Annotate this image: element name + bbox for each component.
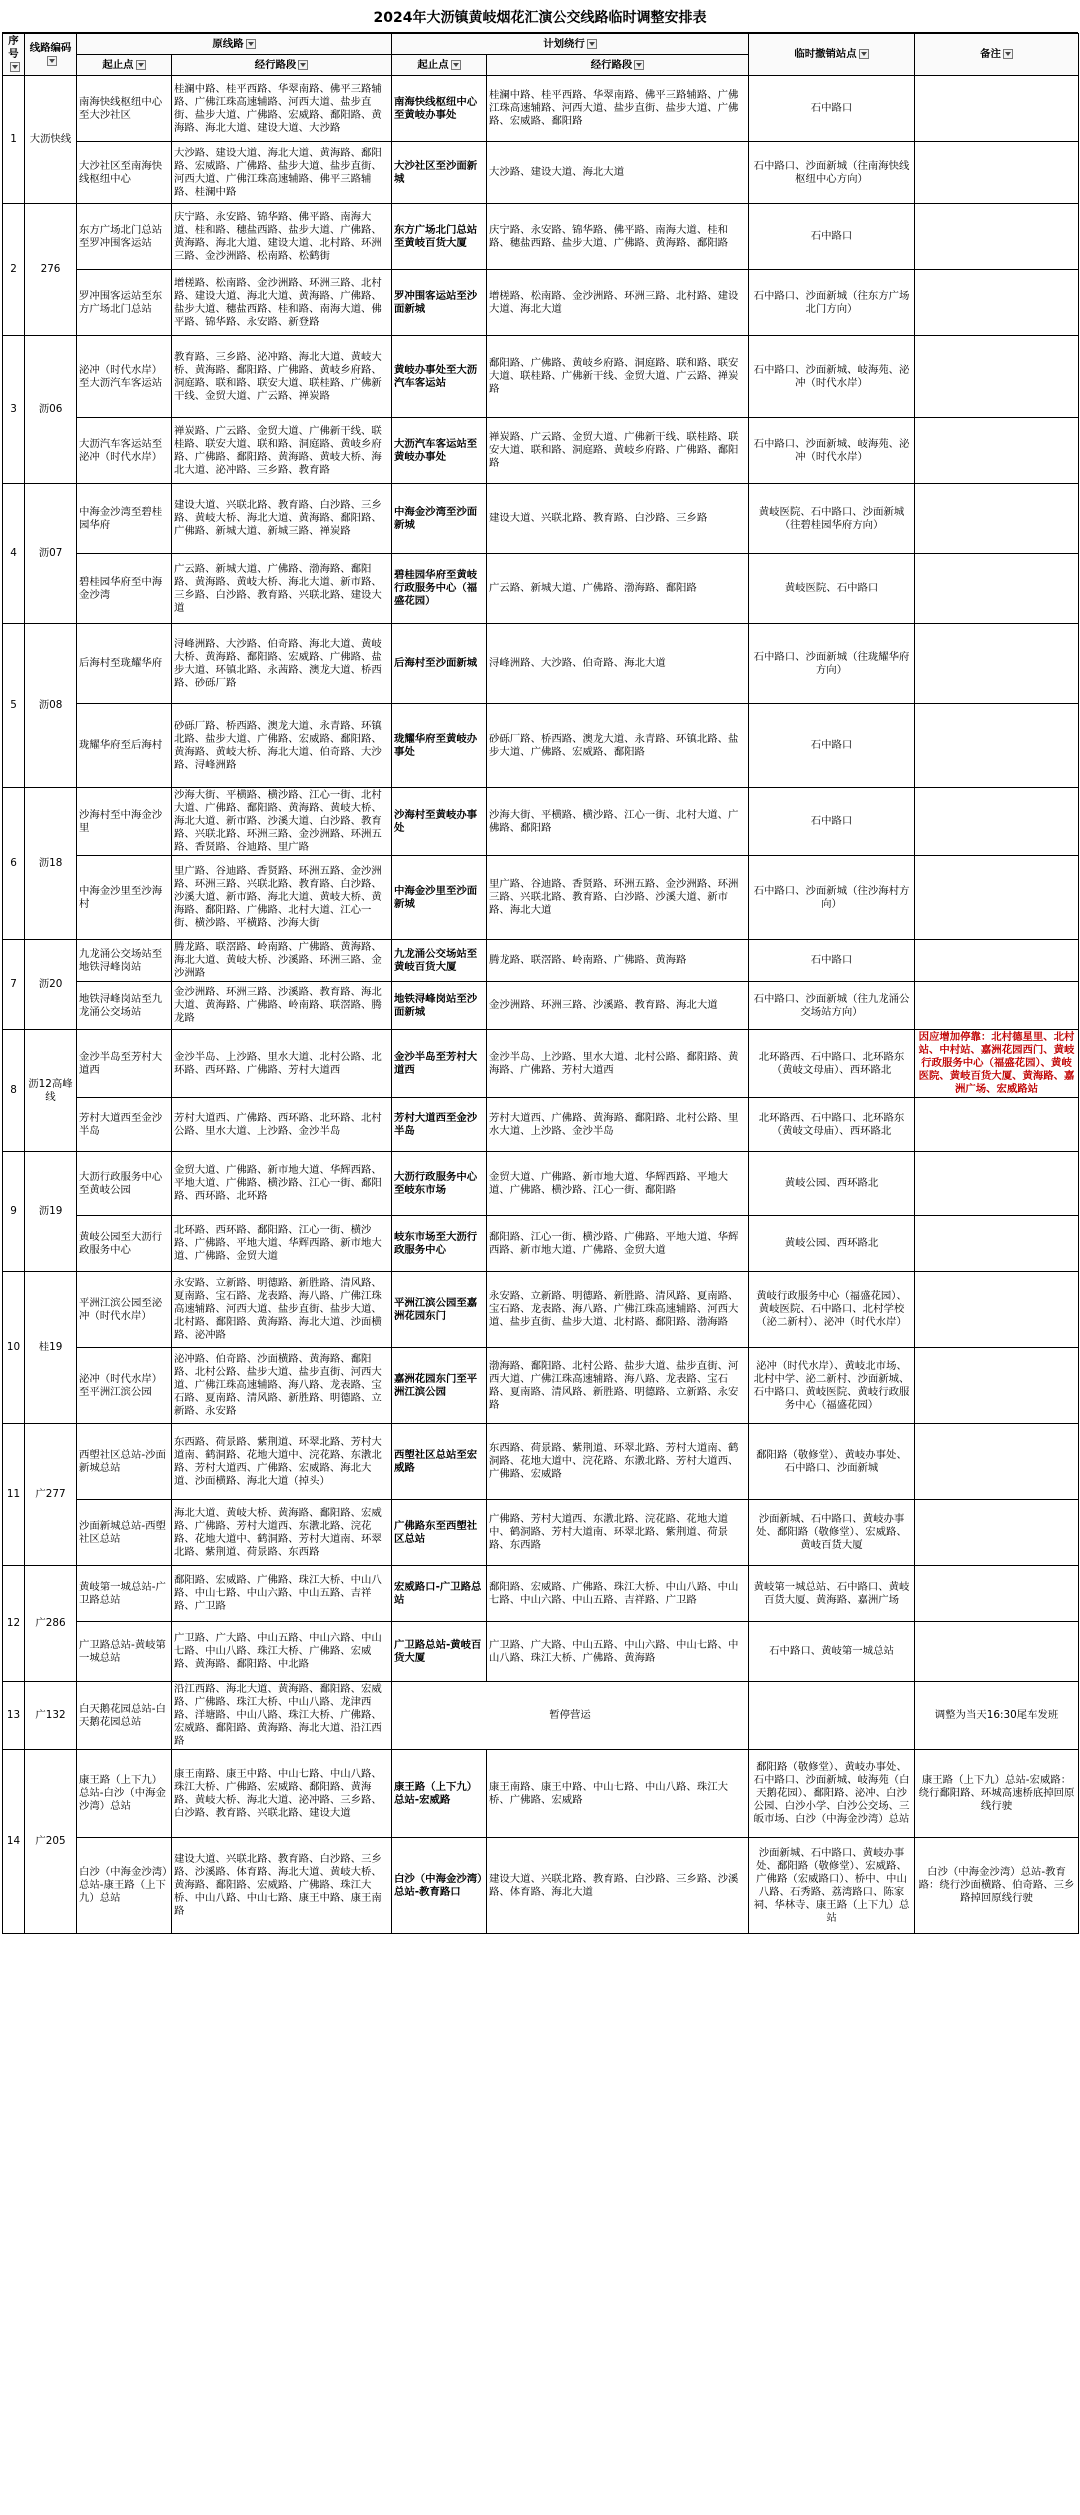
- temp-stop-cell: 鄱阳路（敬修堂）、黄岐办事处、石中路口、沙面新城、岐海苑（白天鹅花园）、鄱阳路、泌冲、白沙公园、白沙小学、白沙公交场、三皈市场、白沙（中海金沙湾）总站: [749, 1750, 915, 1838]
- filter-dropdown-icon[interactable]: [634, 60, 644, 70]
- filter-dropdown-icon[interactable]: [10, 62, 20, 72]
- remark-cell: [915, 418, 1079, 484]
- remark-cell: 调整为当天16:30尾车发班: [915, 1682, 1079, 1750]
- temp-stop-cell: 石中路口、沙面新城（往珑耀华府方向）: [749, 624, 915, 704]
- original-start-end-cell: 黄岐第一城总站-广卫路总站: [77, 1566, 172, 1622]
- remark-cell: [915, 336, 1079, 418]
- original-start-end-cell: 泌冲（时代水岸）至平洲江滨公园: [77, 1348, 172, 1424]
- header-temp-stop: 临时撤销站点: [749, 34, 915, 76]
- seq-cell: 11: [3, 1424, 25, 1566]
- header-original-start-end: 起止点: [77, 55, 172, 76]
- original-start-end-cell: 大沥汽车客运站至泌冲（时代水岸）: [77, 418, 172, 484]
- table-row: [3, 1750, 1079, 1838]
- original-route-cell: 大沙路、建设大道、海北大道、黄海路、鄱阳路、宏威路、广佛路、盐步大道、盐步直街、河西大道、广佛江珠高速辅路、佛平三路辅路、桂澜中路: [172, 142, 392, 204]
- filter-dropdown-icon[interactable]: [859, 49, 869, 59]
- planned-route-cell: 鄱阳路、广佛路、黄岐乡府路、洞庭路、联和路、联安大道、联桂路、广佛新干线、金贸大道、广云路、禅炭路: [487, 336, 749, 418]
- remark-cell: [915, 554, 1079, 624]
- table-row: [3, 624, 1079, 704]
- remark-cell: [915, 1500, 1079, 1566]
- planned-route-cell: 浔峰洲路、大沙路、伯奇路、海北大道: [487, 624, 749, 704]
- temp-stop-cell: 黄岐行政服务中心（福盛花园）、黄岐医院、石中路口、北村学校（泌二新村）、泌冲（时代水岸）: [749, 1272, 915, 1348]
- planned-start-end-cell: 平洲江滨公园至嘉洲花园东门: [392, 1272, 487, 1348]
- line-code-cell: 大沥快线: [25, 76, 77, 204]
- seq-cell: 14: [3, 1750, 25, 1934]
- seq-cell: 3: [3, 336, 25, 484]
- remark-cell: [915, 1566, 1079, 1622]
- planned-start-end-cell: 沙海村至黄岐办事处: [392, 788, 487, 856]
- remark-cell: [915, 1272, 1079, 1348]
- original-start-end-cell: 金沙半岛至芳村大道西: [77, 1030, 172, 1098]
- header-planned-start-end: 起止点: [392, 55, 487, 76]
- remark-cell: [915, 940, 1079, 982]
- planned-start-end-cell: 大沥汽车客运站至黄岐办事处: [392, 418, 487, 484]
- planned-route-cell: 金沙半岛、上沙路、里水大道、北村公路、鄱阳路、黄海路、广佛路、芳村大道西: [487, 1030, 749, 1098]
- planned-start-end-cell: 白沙（中海金沙湾）总站-教育路口: [392, 1838, 487, 1934]
- header-remark: 备注: [915, 34, 1079, 76]
- table-row: [3, 1500, 1079, 1566]
- original-start-end-cell: 碧桂园华府至中海金沙湾: [77, 554, 172, 624]
- planned-start-end-cell: 后海村至沙面新城: [392, 624, 487, 704]
- table-row: [3, 856, 1079, 940]
- remark-cell: 因应增加停靠：北村德星里、北村站、中村站、嘉洲花园西门、黄岐行政服务中心（福盛花园）、黄岐医院、黄岐百货大厦、黄海路、嘉洲广场、宏威路站: [915, 1030, 1079, 1098]
- planned-route-cell: 鄱阳路、江心一街、横沙路、广佛路、平地大道、华辉西路、新市地大道、广佛路、金贸大道: [487, 1216, 749, 1272]
- line-code-cell: 沥07: [25, 484, 77, 624]
- planned-start-end-cell: 嘉洲花园东门至平洲江滨公园: [392, 1348, 487, 1424]
- planned-route-cell: 禅炭路、广云路、金贸大道、广佛新干线、联桂路、联安大道、联和路、洞庭路、黄岐乡府路、广佛路、鄱阳路: [487, 418, 749, 484]
- planned-route-cell: 增槎路、松南路、金沙洲路、环洲三路、北村路、建设大道、海北大道: [487, 270, 749, 336]
- line-code-cell: 沥08: [25, 624, 77, 788]
- planned-route-cell: 桂澜中路、桂平西路、华翠南路、佛平三路辅路、广佛江珠高速辅路、河西大道、盐步直街、盐步大道、广佛路、宏威路、鄱阳路: [487, 76, 749, 142]
- table-row: [3, 1348, 1079, 1424]
- original-route-cell: 桂澜中路、桂平西路、华翠南路、佛平三路辅路、广佛江珠高速辅路、河西大道、盐步直街、盐步大道、广佛路、宏威路、鄱阳路、黄海路、海北大道、建设大道、大沙路: [172, 76, 392, 142]
- original-start-end-cell: 黄岐公园至大沥行政服务中心: [77, 1216, 172, 1272]
- original-route-cell: 芳村大道西、广佛路、西环路、北环路、北村公路、里水大道、上沙路、金沙半岛: [172, 1098, 392, 1152]
- original-start-end-cell: 白沙（中海金沙湾）总站-康王路（上下九）总站: [77, 1838, 172, 1934]
- original-start-end-cell: 后海村至珑耀华府: [77, 624, 172, 704]
- line-code-cell: 沥12高峰线: [25, 1030, 77, 1152]
- original-route-cell: 里广路、谷迪路、香贤路、环洲五路、金沙洲路、环洲三路、兴联北路、教育路、白沙路、沙溪大道、新市路、海北大道、黄岐大桥、黄海路、鄱阳路、广佛路、北村大道、江心一街、横沙路、平横路、沙海大街: [172, 856, 392, 940]
- seq-cell: 7: [3, 940, 25, 1030]
- temp-stop-cell: 石中路口、沙面新城、岐海苑、泌冲（时代水岸）: [749, 418, 915, 484]
- temp-stop-cell: 石中路口、黄岐第一城总站: [749, 1622, 915, 1682]
- planned-start-end-cell: 中海金沙湾至沙面新城: [392, 484, 487, 554]
- original-route-cell: 金贸大道、广佛路、新市地大道、华辉西路、平地大道、广佛路、横沙路、江心一街、鄱阳路、西环路、北环路: [172, 1152, 392, 1216]
- table-row: [3, 554, 1079, 624]
- remark-cell: [915, 142, 1079, 204]
- remark-cell: 康王路（上下九）总站-宏威路：绕行鄱阳路、环城高速桥底掉回原线行驶: [915, 1750, 1079, 1838]
- line-code-cell: 广205: [25, 1750, 77, 1934]
- planned-route-cell: 建设大道、兴联北路、教育路、白沙路、三乡路: [487, 484, 749, 554]
- original-route-cell: 庆宁路、永安路、锦华路、佛平路、南海大道、桂和路、穗盐西路、盐步大道、广佛路、黄海路、海北大道、建设大道、北村路、环洲三路、金沙洲路、松南路、松鹤街: [172, 204, 392, 270]
- original-route-cell: 教育路、三乡路、泌冲路、海北大道、黄岐大桥、黄海路、鄱阳路、广佛路、黄岐乡府路、洞庭路、联和路、联安大道、联桂路、广佛新干线、金贸大道、广云路、禅炭路: [172, 336, 392, 418]
- original-route-cell: 北环路、西环路、鄱阳路、江心一街、横沙路、广佛路、平地大道、华辉西路、新市地大道、广佛路、金贸大道: [172, 1216, 392, 1272]
- original-start-end-cell: 平洲江滨公园至泌冲（时代水岸）: [77, 1272, 172, 1348]
- temp-stop-cell: 泌冲（时代水岸）、黄岐北市场、北村中学、泌二新村、沙面新城、石中路口、黄岐医院、黄岐行政服务中心（福盛花园）: [749, 1348, 915, 1424]
- original-route-cell: 康王南路、康王中路、中山七路、中山八路、珠江大桥、广佛路、宏威路、鄱阳路、黄海路、黄岐大桥、海北大道、泌冲路、三乡路、白沙路、教育路、兴联北路、建设大道: [172, 1750, 392, 1838]
- header-code: 线路编码: [25, 34, 77, 76]
- original-route-cell: 鄱阳路、宏威路、广佛路、珠江大桥、中山八路、中山七路、中山六路、中山五路、吉祥路、广卫路: [172, 1566, 392, 1622]
- original-start-end-cell: 珑耀华府至后海村: [77, 704, 172, 788]
- original-route-cell: 增槎路、松南路、金沙洲路、环洲三路、北村路、建设大道、海北大道、黄海路、广佛路、盐步大道、穗盐西路、桂和路、南海大道、佛平路、锦华路、永安路、新登路: [172, 270, 392, 336]
- header-original: 原线路: [77, 34, 392, 55]
- planned-route-cell: 芳村大道西、广佛路、黄海路、鄱阳路、北村公路、里水大道、上沙路、金沙半岛: [487, 1098, 749, 1152]
- planned-start-end-cell: 大沙社区至沙面新城: [392, 142, 487, 204]
- original-start-end-cell: 广卫路总站-黄岐第一城总站: [77, 1622, 172, 1682]
- remark-cell: 白沙（中海金沙湾）总站-教育路：绕行沙面横路、伯奇路、三乡路掉回原线行驶: [915, 1838, 1079, 1934]
- planned-start-end-cell: 罗冲围客运站至沙面新城: [392, 270, 487, 336]
- original-start-end-cell: 康王路（上下九）总站-白沙（中海金沙湾）总站: [77, 1750, 172, 1838]
- planned-start-end-cell: 宏威路口-广卫路总站: [392, 1566, 487, 1622]
- temp-stop-cell: 黄岐医院、石中路口、沙面新城（往碧桂园华府方向）: [749, 484, 915, 554]
- table-row: [3, 336, 1079, 418]
- header-original-route: 经行路段: [172, 55, 392, 76]
- remark-cell: [915, 1152, 1079, 1216]
- planned-start-end-cell: 九龙涌公交场站至黄岐百货大厦: [392, 940, 487, 982]
- planned-start-end-cell: 广卫路总站-黄岐百货大厦: [392, 1622, 487, 1682]
- temp-stop-cell: 石中路口: [749, 76, 915, 142]
- seq-cell: 1: [3, 76, 25, 204]
- line-code-cell: 桂19: [25, 1272, 77, 1424]
- temp-stop-cell: 石中路口: [749, 704, 915, 788]
- line-code-cell: 广277: [25, 1424, 77, 1566]
- original-start-end-cell: 白天鹅花园总站-白天鹅花园总站: [77, 1682, 172, 1750]
- table-row: [3, 940, 1079, 982]
- table-row: [3, 204, 1079, 270]
- table-row: [3, 1838, 1079, 1934]
- planned-start-end-cell: 碧桂园华府至黄岐行政服务中心（福盛花园）: [392, 554, 487, 624]
- planned-route-cell: 永安路、立新路、明德路、新胜路、清风路、夏南路、宝石路、龙表路、海八路、广佛江珠高速辅路、河西大道、盐步直街、盐步大道、北村路、鄱阳路、渤海路: [487, 1272, 749, 1348]
- planned-start-end-cell: 西塱社区总站至宏威路: [392, 1424, 487, 1500]
- header-planned: 计划绕行: [392, 34, 749, 55]
- temp-stop-cell: 鄱阳路（敬修堂）、黄岐办事处、石中路口、沙面新城: [749, 1424, 915, 1500]
- original-start-end-cell: 地铁浔峰岗站至九龙涌公交场站: [77, 982, 172, 1030]
- temp-stop-cell: 石中路口、沙面新城（往东方广场北门方向）: [749, 270, 915, 336]
- table-row: [3, 1152, 1079, 1216]
- original-start-end-cell: 西塱社区总站-沙面新城总站: [77, 1424, 172, 1500]
- planned-route-cell: 沙海大街、平横路、横沙路、江心一街、北村大道、广佛路、鄱阳路: [487, 788, 749, 856]
- original-start-end-cell: 大沙社区至南海快线枢纽中心: [77, 142, 172, 204]
- table-row: [3, 1424, 1079, 1500]
- planned-route-cell: 广云路、新城大道、广佛路、渤海路、鄱阳路: [487, 554, 749, 624]
- planned-route-cell: 庆宁路、永安路、锦华路、佛平路、南海大道、桂和路、穗盐西路、盐步大道、广佛路、黄海路、鄱阳路: [487, 204, 749, 270]
- temp-stop-cell: 石中路口: [749, 204, 915, 270]
- remark-cell: [915, 76, 1079, 142]
- original-start-end-cell: 南海快线枢纽中心至大沙社区: [77, 76, 172, 142]
- original-start-end-cell: 东方广场北门总站至罗冲围客运站: [77, 204, 172, 270]
- planned-start-end-cell: 珑耀华府至黄岐办事处: [392, 704, 487, 788]
- line-code-cell: 广132: [25, 1682, 77, 1750]
- original-route-cell: 建设大道、兴联北路、教育路、白沙路、三乡路、黄岐大桥、海北大道、黄海路、鄱阳路、广佛路、新城大道、新城三路、禅炭路: [172, 484, 392, 554]
- original-start-end-cell: 沙海村至中海金沙里: [77, 788, 172, 856]
- temp-stop-cell: 黄岐公园、西环路北: [749, 1216, 915, 1272]
- original-route-cell: 广云路、新城大道、广佛路、渤海路、鄱阳路、黄海路、黄岐大桥、海北大道、新市路、三乡路、白沙路、教育路、兴联北路、建设大道: [172, 554, 392, 624]
- remark-cell: [915, 1348, 1079, 1424]
- original-start-end-cell: 九龙涌公交场站至地铁浔峰岗站: [77, 940, 172, 982]
- temp-stop-cell: 黄岐第一城总站、石中路口、黄岐百货大厦、黄海路、嘉洲广场: [749, 1566, 915, 1622]
- original-route-cell: 砂砾厂路、桥西路、澳龙大道、永青路、环镇北路、盐步大道、广佛路、宏威路、鄱阳路、黄海路、黄岐大桥、海北大道、伯奇路、大沙路、浔峰洲路: [172, 704, 392, 788]
- original-start-end-cell: 沙面新城总站-西塱社区总站: [77, 1500, 172, 1566]
- temp-stop-cell: 北环路西、石中路口、北环路东（黄岐文母庙）、西环路北: [749, 1098, 915, 1152]
- schedule-table: [2, 33, 1079, 1934]
- original-route-cell: 金沙洲路、环洲三路、沙溪路、教育路、海北大道、黄海路、广佛路、岭南路、联滘路、腾龙路: [172, 982, 392, 1030]
- original-start-end-cell: 大沥行政服务中心至黄岐公园: [77, 1152, 172, 1216]
- table-row: [3, 1216, 1079, 1272]
- table-row: [3, 1272, 1079, 1348]
- original-route-cell: 广卫路、广大路、中山五路、中山六路、中山七路、中山八路、珠江大桥、广佛路、宏威路、黄海路、鄱阳路、中北路: [172, 1622, 392, 1682]
- original-start-end-cell: 中海金沙里至沙海村: [77, 856, 172, 940]
- table-row: [3, 1566, 1079, 1622]
- table-row: [3, 1622, 1079, 1682]
- table-row: [3, 418, 1079, 484]
- planned-route-cell: 里广路、谷迪路、香贤路、环洲五路、金沙洲路、环洲三路、兴联北路、教育路、白沙路、沙溪大道、新市路、海北大道: [487, 856, 749, 940]
- table-row: [3, 788, 1079, 856]
- original-route-cell: 金沙半岛、上沙路、里水大道、北村公路、北环路、西环路、广佛路、芳村大道西: [172, 1030, 392, 1098]
- filter-dropdown-icon[interactable]: [451, 60, 461, 70]
- temp-stop-cell: 石中路口: [749, 788, 915, 856]
- original-route-cell: 永安路、立新路、明德路、新胜路、清风路、夏南路、宝石路、龙表路、海八路、广佛江珠高速辅路、河西大道、盐步直街、盐步大道、北村路、鄱阳路、黄海路、海北大道、沙面横路、泌冲路: [172, 1272, 392, 1348]
- seq-cell: 9: [3, 1152, 25, 1272]
- table-row: [3, 704, 1079, 788]
- header-planned-route: 经行路段: [487, 55, 749, 76]
- planned-start-end-cell: 广佛路东至西塱社区总站: [392, 1500, 487, 1566]
- original-route-cell: 海北大道、黄岐大桥、黄海路、鄱阳路、宏威路、广佛路、芳村大道西、东漖北路、浣花路、花地大道中、鹤洞路、芳村大道南、环翠北路、紫荆道、荷景路、东西路: [172, 1500, 392, 1566]
- header-row-1: [3, 34, 1079, 55]
- temp-stop-cell: 黄岐公园、西环路北: [749, 1152, 915, 1216]
- seq-cell: 2: [3, 204, 25, 336]
- table-row: [3, 1098, 1079, 1152]
- table-row: [3, 142, 1079, 204]
- remark-cell: [915, 270, 1079, 336]
- temp-stop-cell: 石中路口、沙面新城（往九龙涌公交场站方向）: [749, 982, 915, 1030]
- remark-cell: [915, 704, 1079, 788]
- planned-route-cell: 暂停营运: [392, 1682, 749, 1750]
- filter-dropdown-icon[interactable]: [298, 60, 308, 70]
- filter-dropdown-icon[interactable]: [47, 56, 57, 66]
- original-route-cell: 泌冲路、伯奇路、沙面横路、黄海路、鄱阳路、北村公路、盐步大道、盐步直街、河西大道、广佛江珠高速辅路、海八路、龙表路、宝石路、夏南路、清风路、新胜路、明德路、立新路、永安路: [172, 1348, 392, 1424]
- line-code-cell: 沥19: [25, 1152, 77, 1272]
- line-code-cell: 沥18: [25, 788, 77, 940]
- table-row: [3, 484, 1079, 554]
- planned-route-cell: 渤海路、鄱阳路、北村公路、盐步大道、盐步直街、河西大道、广佛江珠高速辅路、海八路、龙表路、宝石路、夏南路、清风路、新胜路、明德路、立新路、永安路: [487, 1348, 749, 1424]
- table-row: [3, 76, 1079, 142]
- table-body: [3, 76, 1079, 1934]
- planned-route-cell: 金贸大道、广佛路、新市地大道、华辉西路、平地大道、广佛路、横沙路、江心一街、鄱阳路: [487, 1152, 749, 1216]
- header-seq: 序号: [3, 34, 25, 76]
- original-route-cell: 沿江西路、海北大道、黄海路、鄱阳路、宏威路、广佛路、珠江大桥、中山八路、龙津西路、洋塘路、中山八路、珠江大桥、广佛路、宏威路、鄱阳路、黄海路、海北大道、沿江西路: [172, 1682, 392, 1750]
- line-code-cell: 276: [25, 204, 77, 336]
- planned-route-cell: 砂砾厂路、桥西路、澳龙大道、永青路、环镇北路、盐步大道、广佛路、宏威路、鄱阳路: [487, 704, 749, 788]
- seq-cell: 4: [3, 484, 25, 624]
- filter-dropdown-icon[interactable]: [246, 39, 256, 49]
- original-start-end-cell: 罗冲围客运站至东方广场北门总站: [77, 270, 172, 336]
- remark-cell: [915, 982, 1079, 1030]
- remark-cell: [915, 1216, 1079, 1272]
- original-start-end-cell: 中海金沙湾至碧桂园华府: [77, 484, 172, 554]
- planned-route-cell: 康王南路、康王中路、中山七路、中山八路、珠江大桥、广佛路、宏威路: [487, 1750, 749, 1838]
- table-row: [3, 1682, 1079, 1750]
- planned-start-end-cell: 中海金沙里至沙面新城: [392, 856, 487, 940]
- planned-start-end-cell: 东方广场北门总站至黄岐百货大厦: [392, 204, 487, 270]
- temp-stop-cell: 北环路西、石中路口、北环路东（黄岐文母庙）、西环路北: [749, 1030, 915, 1098]
- original-route-cell: 沙海大街、平横路、横沙路、江心一街、北村大道、广佛路、鄱阳路、黄海路、黄岐大桥、海北大道、新市路、沙溪大道、白沙路、教育路、兴联北路、环洲三路、金沙洲路、环洲五路、香贤路、谷迪路、里广路: [172, 788, 392, 856]
- remark-cell: [915, 856, 1079, 940]
- remark-cell: [915, 1622, 1079, 1682]
- original-route-cell: 禅炭路、广云路、金贸大道、广佛新干线、联桂路、联安大道、联和路、洞庭路、黄岐乡府路、广佛路、鄱阳路、黄海路、黄岐大桥、海北大道、泌冲路、三乡路、教育路: [172, 418, 392, 484]
- planned-start-end-cell: 南海快线枢纽中心至黄岐办事处: [392, 76, 487, 142]
- temp-stop-cell: 石中路口: [749, 940, 915, 982]
- planned-start-end-cell: 黄岐办事处至大沥汽车客运站: [392, 336, 487, 418]
- temp-stop-cell: 石中路口、沙面新城、岐海苑、泌冲（时代水岸）: [749, 336, 915, 418]
- planned-start-end-cell: 大沥行政服务中心至岐东市场: [392, 1152, 487, 1216]
- planned-start-end-cell: 芳村大道西至金沙半岛: [392, 1098, 487, 1152]
- line-code-cell: 沥20: [25, 940, 77, 1030]
- table-row: [3, 1030, 1079, 1098]
- table-row: [3, 982, 1079, 1030]
- planned-route-cell: 鄱阳路、宏威路、广佛路、珠江大桥、中山八路、中山七路、中山六路、中山五路、吉祥路、广卫路: [487, 1566, 749, 1622]
- line-code-cell: 广286: [25, 1566, 77, 1682]
- planned-route-cell: 广佛路、芳村大道西、东漖北路、浣花路、花地大道中、鹤洞路、芳村大道南、环翠北路、紫荆道、荷景路、东西路: [487, 1500, 749, 1566]
- temp-stop-cell: [749, 1682, 915, 1750]
- remark-cell: [915, 1424, 1079, 1500]
- planned-route-cell: 建设大道、兴联北路、教育路、白沙路、三乡路、沙溪路、体育路、海北大道: [487, 1838, 749, 1934]
- planned-start-end-cell: 地铁浔峰岗站至沙面新城: [392, 982, 487, 1030]
- planned-route-cell: 腾龙路、联滘路、岭南路、广佛路、黄海路: [487, 940, 749, 982]
- original-start-end-cell: 泌冲（时代水岸）至大沥汽车客运站: [77, 336, 172, 418]
- original-route-cell: 建设大道、兴联北路、教育路、白沙路、三乡路、沙溪路、体育路、海北大道、黄岐大桥、黄海路、鄱阳路、宏威路、广佛路、珠江大桥、中山八路、中山七路、康王中路、康王南路: [172, 1838, 392, 1934]
- original-route-cell: 浔峰洲路、大沙路、伯奇路、海北大道、黄岐大桥、黄海路、鄱阳路、宏威路、广佛路、盐步大道、环镇北路、永茜路、澳龙大道、桥西路、砂砾厂路: [172, 624, 392, 704]
- planned-start-end-cell: 岐东市场至大沥行政服务中心: [392, 1216, 487, 1272]
- filter-dropdown-icon[interactable]: [587, 39, 597, 49]
- original-route-cell: 东西路、荷景路、紫荆道、环翠北路、芳村大道南、鹤洞路、花地大道中、浣花路、东漖北路、芳村大道西、广佛路、宏威路、海北大道、沙面横路、海北大道（掉头）: [172, 1424, 392, 1500]
- remark-cell: [915, 788, 1079, 856]
- planned-route-cell: 金沙洲路、环洲三路、沙溪路、教育路、海北大道: [487, 982, 749, 1030]
- seq-cell: 13: [3, 1682, 25, 1750]
- planned-route-cell: 东西路、荷景路、紫荆道、环翠北路、芳村大道南、鹤洞路、花地大道中、浣花路、东漖北路、芳村大道西、广佛路、宏威路: [487, 1424, 749, 1500]
- planned-start-end-cell: 康王路（上下九）总站-宏威路: [392, 1750, 487, 1838]
- original-route-cell: 腾龙路、联滘路、岭南路、广佛路、黄海路、海北大道、黄岐大桥、沙溪路、环洲三路、金沙洲路: [172, 940, 392, 982]
- planned-route-cell: 广卫路、广大路、中山五路、中山六路、中山七路、中山八路、珠江大桥、广佛路、黄海路: [487, 1622, 749, 1682]
- line-code-cell: 沥06: [25, 336, 77, 484]
- remark-cell: [915, 204, 1079, 270]
- page-title: 2024年大沥镇黄岐烟花汇演公交线路临时调整安排表: [2, 4, 1078, 33]
- original-start-end-cell: 芳村大道西至金沙半岛: [77, 1098, 172, 1152]
- planned-route-cell: 大沙路、建设大道、海北大道: [487, 142, 749, 204]
- temp-stop-cell: 黄岐医院、石中路口: [749, 554, 915, 624]
- seq-cell: 5: [3, 624, 25, 788]
- remark-cell: [915, 624, 1079, 704]
- filter-dropdown-icon[interactable]: [1003, 49, 1013, 59]
- seq-cell: 6: [3, 788, 25, 940]
- remark-cell: [915, 1098, 1079, 1152]
- planned-start-end-cell: 金沙半岛至芳村大道西: [392, 1030, 487, 1098]
- temp-stop-cell: 石中路口、沙面新城（往南海快线枢纽中心方向）: [749, 142, 915, 204]
- temp-stop-cell: 沙面新城、石中路口、黄岐办事处、鄱阳路（敬修堂）、宏威路、广佛路（宏威路口）、桥中、中山八路、石秀路、荔湾路口、陈家祠、华林寺、康王路（上下九）总站: [749, 1838, 915, 1934]
- filter-dropdown-icon[interactable]: [136, 60, 146, 70]
- temp-stop-cell: 沙面新城、石中路口、黄岐办事处、鄱阳路（敬修堂）、宏威路、黄岐百货大厦: [749, 1500, 915, 1566]
- temp-stop-cell: 石中路口、沙面新城（往沙海村方向）: [749, 856, 915, 940]
- seq-cell: 12: [3, 1566, 25, 1682]
- seq-cell: 10: [3, 1272, 25, 1424]
- seq-cell: 8: [3, 1030, 25, 1152]
- table-row: [3, 270, 1079, 336]
- remark-cell: [915, 484, 1079, 554]
